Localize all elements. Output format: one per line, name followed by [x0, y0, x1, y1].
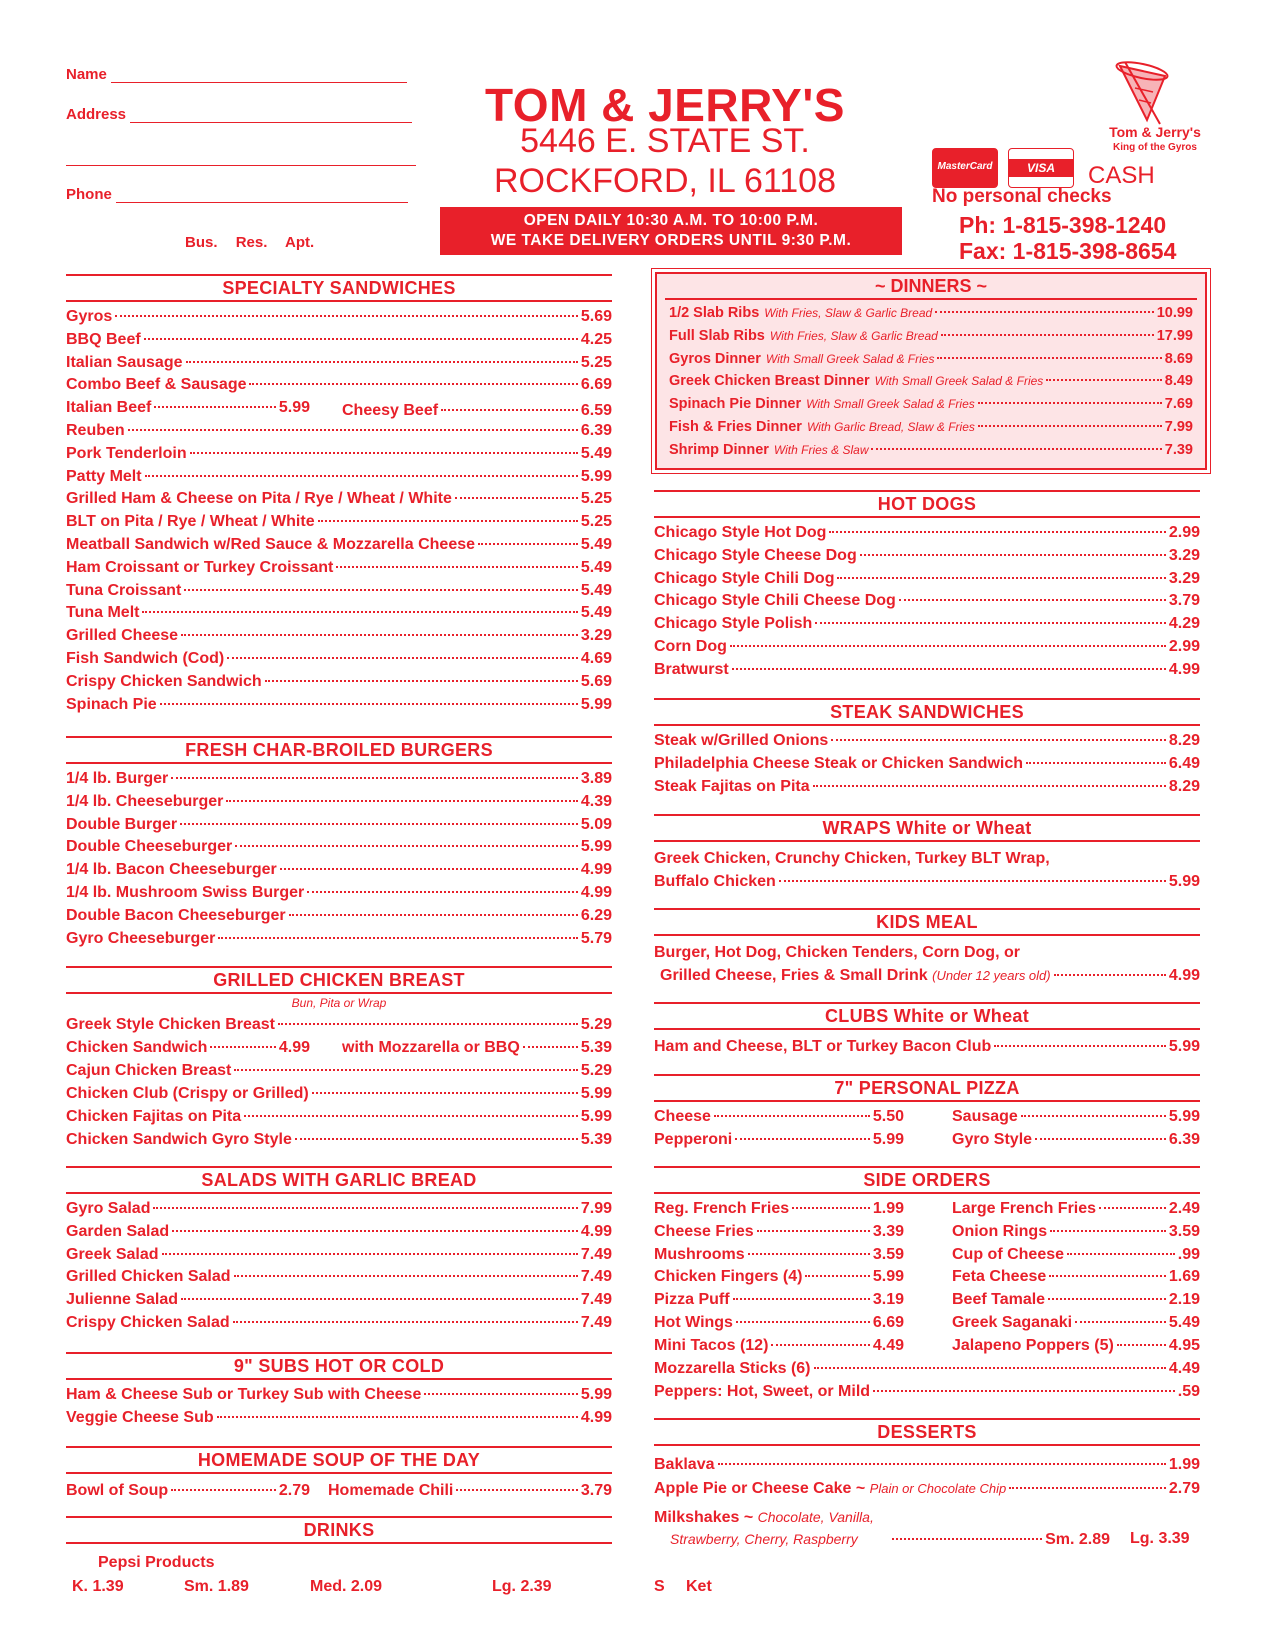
- menu-item-grilled-chicken-salad: Grilled Chicken Salad 7.49: [66, 1268, 612, 1286]
- menu-item-garden-salad: Garden Salad 4.99: [66, 1222, 612, 1240]
- restaurant-title: TOM & JERRY'S: [485, 79, 845, 131]
- menu-item-baklava: Baklava 1.99: [654, 1456, 1200, 1473]
- menu-item-double-burger: Double Burger 5.09: [66, 815, 612, 833]
- menu-item-fish-fries-dinner: Fish & Fries Dinner With Garlic Bread, Slaw & Fries 7.99: [669, 419, 1193, 435]
- menu-item-greek-saganaki: Greek Saganaki 5.49: [952, 1314, 1200, 1331]
- menu-item-milkshakes: Milkshakes ~ Chocolate, Vanilla,: [654, 1509, 874, 1526]
- menu-item-pepperoni: Pepperoni 5.99: [654, 1130, 904, 1148]
- menu-item-spinach-pie: Spinach Pie 5.99: [66, 695, 612, 713]
- menu-item-wraps: Buffalo Chicken 5.99: [654, 873, 1200, 890]
- subs-heading: 9" SUBS HOT OR COLD: [66, 1352, 612, 1380]
- menu-item-1-4-lb-bacon-cheeseburger: 1/4 lb. Bacon Cheeseburger 4.99: [66, 861, 612, 879]
- menu-item-1-2-slab-ribs: 1/2 Slab Ribs With Fries, Slaw & Garlic Bread 10.99: [669, 305, 1193, 321]
- menu-item-double-cheeseburger: Double Cheeseburger 5.99: [66, 838, 612, 856]
- mastercard-icon: MasterCard: [932, 148, 998, 188]
- drink-size-large: Lg. 2.39: [492, 1578, 552, 1595]
- menu-item-club: Ham and Cheese, BLT or Turkey Bacon Club 5.99: [654, 1038, 1200, 1055]
- menu-item-gyro-style: Gyro Style 6.39: [952, 1130, 1200, 1148]
- wraps-description: Greek Chicken, Crunchy Chicken, Turkey BLT Wrap,: [654, 850, 1050, 867]
- menu-item-beef-tamale: Beef Tamale 2.19: [952, 1291, 1200, 1309]
- clubs-heading: CLUBS White or Wheat: [654, 1002, 1200, 1030]
- menu-item-greek-style-chicken-breast: Greek Style Chicken Breast 5.29: [66, 1016, 612, 1033]
- dinners-heading: ~ DINNERS ~: [874, 276, 988, 296]
- menu-item-gyro-salad: Gyro Salad 7.99: [66, 1200, 612, 1217]
- menu-item-cajun-chicken-breast: Cajun Chicken Breast 5.29: [66, 1062, 612, 1079]
- menu-item-chicken-fajitas-on-pita: Chicken Fajitas on Pita 5.99: [66, 1108, 612, 1125]
- phone-label: Phone: [66, 186, 112, 203]
- pizza-heading: 7" PERSONAL PIZZA: [654, 1074, 1200, 1102]
- drink-size-small: Sm. 1.89: [184, 1578, 249, 1595]
- specialty-sandwiches-heading: SPECIALTY SANDWICHES: [66, 274, 612, 302]
- menu-item-homemade-chili: Homemade Chili 3.79: [328, 1482, 612, 1499]
- menu-item-combo-beef-sausage: Combo Beef & Sausage 6.69: [66, 376, 612, 394]
- address-line-2[interactable]: [66, 152, 416, 166]
- menu-item-cup-of-cheese: Cup of Cheese .99: [952, 1245, 1200, 1263]
- menu-item-mini-tacos-12: Mini Tacos (12) 4.49: [654, 1336, 904, 1354]
- chicken-heading: GRILLED CHICKEN BREAST: [66, 966, 612, 994]
- phone-line: [116, 189, 408, 203]
- menu-item-chicago-style-cheese-dog: Chicago Style Cheese Dog 3.29: [654, 546, 1200, 564]
- menu-item-tuna-croissant: Tuna Croissant 5.49: [66, 581, 612, 599]
- menu-item-feta-cheese: Feta Cheese 1.69: [952, 1268, 1200, 1286]
- menu-item-kids-meal: Grilled Cheese, Fries & Small Drink (Under 12 years old) 4.99: [660, 967, 1200, 984]
- menu-item-tuna-melt: Tuna Melt 5.49: [66, 604, 612, 622]
- menu-item-full-slab-ribs: Full Slab Ribs With Fries, Slaw & Garlic Bread 17.99: [669, 327, 1193, 344]
- wraps-heading: WRAPS White or Wheat: [654, 814, 1200, 842]
- menu-item-italian-beef: Italian Beef 5.99: [66, 399, 310, 417]
- menu-item-steak-w-grilled-onions: Steak w/Grilled Onions 8.29: [654, 732, 1200, 749]
- menu-item-reuben: Reuben 6.39: [66, 422, 612, 439]
- burgers-heading: FRESH CHAR-BROILED BURGERS: [66, 736, 612, 764]
- menu-item-chicago-style-chili-cheese-dog: Chicago Style Chili Cheese Dog 3.79: [654, 592, 1200, 610]
- menu-item-chicken-mozzarella: with Mozzarella or BBQ 5.39: [342, 1039, 612, 1056]
- menu-item-reg-french-fries: Reg. French Fries 1.99: [654, 1200, 904, 1217]
- menu-item-double-bacon-cheeseburger: Double Bacon Cheeseburger 6.29: [66, 906, 612, 924]
- menu-item-steak-fajitas-on-pita: Steak Fajitas on Pita 8.29: [654, 777, 1200, 795]
- menu-item-mozzarella-sticks-6: Mozzarella Sticks (6) 4.49: [654, 1360, 1200, 1377]
- menu-item-gyros: Gyros 5.69: [66, 308, 612, 325]
- residence-type: [185, 234, 328, 251]
- address-label: Address: [66, 106, 127, 123]
- menu-item-chicago-style-polish: Chicago Style Polish 4.29: [654, 615, 1200, 633]
- menu-item-chicago-style-chili-dog: Chicago Style Chili Dog 3.29: [654, 569, 1200, 587]
- hours-line-2: WE TAKE DELIVERY ORDERS UNTIL 9:30 P.M.: [490, 232, 852, 249]
- menu-item-chicken-club-crispy-or-grilled: Chicken Club (Crispy or Grilled) 5.99: [66, 1085, 612, 1102]
- address-line: [130, 109, 412, 123]
- city-address: ROCKFORD, IL 61108: [493, 162, 836, 200]
- menu-item-ham-cheese-sub-or-turkey-sub-with-cheese: Ham & Cheese Sub or Turkey Sub with Cheese 5.99: [66, 1386, 612, 1403]
- menu-item-bbq-beef: BBQ Beef 4.25: [66, 330, 612, 348]
- phone-field[interactable]: [66, 186, 408, 203]
- hours-banner: [440, 207, 902, 255]
- menu-item-pie: Apple Pie or Cheese Cake ~ Plain or Chocolate Chip 2.79: [654, 1480, 1200, 1497]
- menu-item-1-4-lb-burger: 1/4 lb. Burger 3.89: [66, 770, 612, 787]
- menu-item-philadelphia-cheese-steak-or-chicken-sandwich: Philadelphia Cheese Steak or Chicken Sandwich 6.49: [654, 754, 1200, 772]
- kids-meal-description: Burger, Hot Dog, Chicken Tenders, Corn Dog, or: [654, 944, 1020, 961]
- menu-item-1-4-lb-cheeseburger: 1/4 lb. Cheeseburger 4.39: [66, 792, 612, 810]
- menu-item-greek-salad: Greek Salad 7.49: [66, 1245, 612, 1263]
- bus-option[interactable]: Bus.: [185, 234, 218, 251]
- menu-item-crispy-chicken-sandwich: Crispy Chicken Sandwich 5.69: [66, 672, 612, 690]
- menu-item-hot-wings: Hot Wings 6.69: [654, 1314, 904, 1331]
- menu-item-bowl-of-soup: Bowl of Soup 2.79: [66, 1482, 310, 1499]
- menu-item-veggie-cheese-sub: Veggie Cheese Sub 4.99: [66, 1408, 612, 1426]
- logo-text: [1090, 124, 1220, 156]
- menu-item-crispy-chicken-salad: Crispy Chicken Salad 7.49: [66, 1314, 612, 1331]
- menu-item-cheese: Cheese 5.50: [654, 1108, 904, 1125]
- cash-label: CASH: [1088, 162, 1155, 189]
- menu-item-fish-sandwich-cod: Fish Sandwich (Cod) 4.69: [66, 650, 612, 667]
- menu-item-corn-dog: Corn Dog 2.99: [654, 638, 1200, 655]
- menu-item-blt-on-pita-rye-wheat-white: BLT on Pita / Rye / Wheat / White 5.25: [66, 513, 612, 531]
- menu-item-jalapeno-poppers-5: Jalapeno Poppers (5) 4.95: [952, 1336, 1200, 1354]
- no-checks-notice: No personal checks: [932, 186, 1112, 207]
- menu-item-grilled-cheese: Grilled Cheese 3.29: [66, 627, 612, 645]
- menu-item-grilled-ham-cheese-on-pita-rye-wheat-white: Grilled Ham & Cheese on Pita / Rye / Wheat / White 5.25: [66, 490, 612, 508]
- menu-item-julienne-salad: Julienne Salad 7.49: [66, 1291, 612, 1309]
- footer-ket: Ket: [686, 1578, 712, 1595]
- phone-number: Ph: 1-815-398-1240: [959, 212, 1167, 238]
- drinks-brand: Pepsi Products: [98, 1554, 215, 1571]
- logo-tagline: King of the Gyros: [1113, 142, 1197, 153]
- soup-heading: HOMEMADE SOUP OF THE DAY: [66, 1446, 612, 1474]
- side-orders-heading: SIDE ORDERS: [654, 1166, 1200, 1194]
- menu-item-cheese-fries: Cheese Fries 3.39: [654, 1222, 904, 1240]
- kids-meal-heading: KIDS MEAL: [654, 908, 1200, 936]
- drink-size-medium: Med. 2.09: [310, 1578, 383, 1595]
- menu-item-gyros-dinner: Gyros Dinner With Small Greek Salad & Fries 8.69: [669, 350, 1193, 367]
- menu-item-pizza-puff: Pizza Puff 3.19: [654, 1291, 904, 1309]
- menu-item-bratwurst: Bratwurst 4.99: [654, 660, 1200, 678]
- menu-item-cheesy-beef: Cheesy Beef 6.59: [342, 402, 612, 419]
- hot-dogs-heading: HOT DOGS: [654, 490, 1200, 518]
- menu-item-italian-sausage: Italian Sausage 5.25: [66, 353, 612, 371]
- hours-line-1: OPEN DAILY 10:30 A.M. TO 10:00 P.M.: [523, 212, 819, 229]
- drink-size-k: K. 1.39: [72, 1578, 124, 1595]
- logo-name: Tom & Jerry's: [1109, 124, 1201, 140]
- menu-item-greek-chicken-breast-dinner: Greek Chicken Breast Dinner With Small Greek Salad & Fries 8.49: [669, 373, 1193, 390]
- menu-item-chicken-sandwich-gyro-style: Chicken Sandwich Gyro Style 5.39: [66, 1131, 612, 1148]
- res-option[interactable]: Res.: [235, 234, 268, 251]
- address-field[interactable]: [66, 106, 412, 123]
- chicken-note: Bun, Pita or Wrap: [291, 996, 387, 1010]
- fax-number: Fax: 1-815-398-8654: [959, 238, 1177, 264]
- menu-item-1-4-lb-mushroom-swiss-burger: 1/4 lb. Mushroom Swiss Burger 4.99: [66, 884, 612, 901]
- name-label: Name: [66, 66, 107, 83]
- desserts-heading: DESSERTS: [654, 1418, 1200, 1446]
- name-field[interactable]: [66, 66, 407, 83]
- street-address: 5446 E. STATE ST.: [520, 122, 810, 160]
- menu-item-chicago-style-hot-dog: Chicago Style Hot Dog 2.99: [654, 524, 1200, 541]
- menu-item-onion-rings: Onion Rings 3.59: [952, 1222, 1200, 1240]
- drinks-heading: DRINKS: [66, 1516, 612, 1544]
- menu-item-peppers-hot-sweet-or-mild: Peppers: Hot, Sweet, or Mild .59: [654, 1383, 1200, 1400]
- menu-item-mushrooms: Mushrooms 3.59: [654, 1245, 904, 1263]
- menu-item-shrimp-dinner: Shrimp Dinner With Fries & Slaw 7.39: [669, 441, 1193, 458]
- menu-item-large-french-fries: Large French Fries 2.49: [952, 1200, 1200, 1217]
- menu-item-chicken-sandwich: Chicken Sandwich 4.99: [66, 1039, 310, 1056]
- menu-item-meatball-sandwich-w-red-sauce-mozzarella-cheese: Meatball Sandwich w/Red Sauce & Mozzarella Cheese 5.49: [66, 536, 612, 553]
- name-line: [111, 69, 407, 83]
- menu-item-patty-melt: Patty Melt 5.99: [66, 467, 612, 485]
- visa-icon: VISA: [1008, 148, 1074, 188]
- milkshake-flavors: Strawberry, Cherry, Raspberry Sm. 2.89: [670, 1531, 1110, 1548]
- milkshake-large-price: Lg. 3.39: [1130, 1530, 1190, 1547]
- salads-heading: SALADS WITH GARLIC BREAD: [66, 1166, 612, 1194]
- menu-item-chicken-fingers-4: Chicken Fingers (4) 5.99: [654, 1268, 904, 1286]
- dinners-box: [655, 272, 1207, 470]
- menu-item-sausage: Sausage 5.99: [952, 1108, 1200, 1125]
- menu-item-pork-tenderloin: Pork Tenderloin 5.49: [66, 444, 612, 462]
- menu-item-gyro-cheeseburger: Gyro Cheeseburger 5.79: [66, 929, 612, 947]
- steak-heading: STEAK SANDWICHES: [654, 698, 1200, 726]
- menu-item-ham-croissant-or-turkey-croissant: Ham Croissant or Turkey Croissant 5.49: [66, 558, 612, 576]
- menu-item-spinach-pie-dinner: Spinach Pie Dinner With Small Greek Salad & Fries 7.69: [669, 396, 1193, 413]
- footer-s: S: [654, 1578, 665, 1595]
- apt-option[interactable]: Apt.: [285, 234, 315, 251]
- gyro-cone-logo-icon: [1085, 58, 1195, 128]
